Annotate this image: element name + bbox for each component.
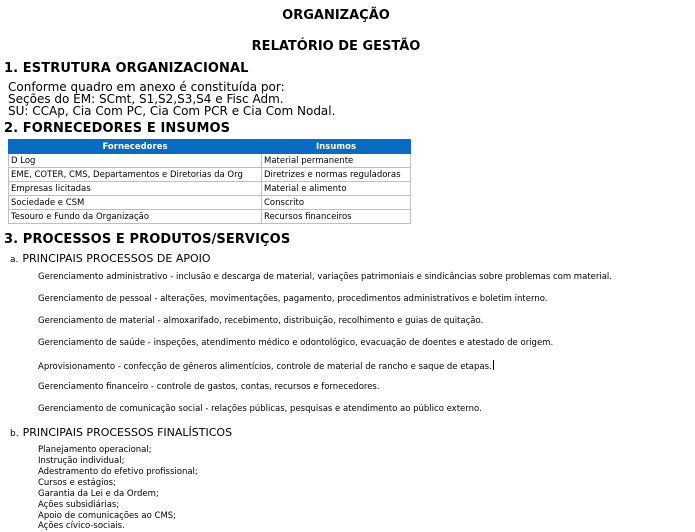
section1-heading: 1. ESTRUTURA ORGANIZACIONAL: [4, 61, 249, 76]
final-processes-title: PRINCIPAIS PROCESSOS FINALÍSTICOS: [22, 426, 233, 439]
organization-title: ORGANIZAÇÃO: [282, 8, 390, 23]
section3-heading: 3. PROCESSOS E PRODUTOS/SERVIÇOS: [4, 232, 291, 247]
support-processes-title: PRINCIPAIS PROCESSOS DE APOIO: [22, 252, 211, 265]
table-cell: Conscrito: [262, 196, 411, 210]
final-process-item: Planejamento operacional;: [38, 445, 152, 455]
list-marker: a.: [10, 255, 19, 265]
support-process-item: Gerenciamento administrativo - inclusão e descarga de material, variações patrimoniais e sindicâncias sobre problemas com material.: [38, 272, 612, 282]
support-process-item: Gerenciamento financeiro - controle de gastos, contas, recursos e fornecedores.: [38, 382, 380, 392]
table-cell: Recursos financeiros: [262, 210, 411, 224]
table-row: [9, 154, 411, 168]
final-process-item: Adestramento do efetivo profissional;: [38, 467, 198, 477]
section1-line: Conforme quadro em anexo é constituída por:: [8, 80, 285, 94]
support-processes-heading: [10, 252, 211, 265]
table-cell: Tesouro e Fundo da Organização: [9, 210, 262, 224]
final-process-item: Instrução individual;: [38, 456, 125, 466]
final-process-item: Garantia da Lei e da Ordem;: [38, 489, 159, 499]
table-cell: Sociedade e CSM: [9, 196, 262, 210]
table-cell: Empresas licitadas: [9, 182, 262, 196]
table-row: [9, 210, 411, 224]
table-cell: EME, COTER, CMS, Departamentos e Diretorias da Org: [9, 168, 262, 182]
table-cell: Diretrizes e normas reguladoras: [262, 168, 411, 182]
table-header-row: [9, 140, 411, 154]
list-marker: b.: [10, 429, 19, 439]
support-process-item: Gerenciamento de saúde - inspeções, atendimento médico e odontológico, evacuação de doentes e atestado de origem.: [38, 338, 554, 348]
final-processes-heading: [10, 426, 232, 439]
support-process-item: Aprovisionamento - confecção de gêneros alimentícios, controle de material de rancho e saque de etapas.: [38, 362, 492, 372]
text-cursor: [493, 360, 494, 370]
column-header-inputs: Insumos: [262, 140, 411, 154]
final-process-item: Ações cívico-sociais.: [38, 521, 125, 531]
final-process-item: Ações subsidiárias;: [38, 500, 120, 510]
final-process-item: Cursos e estágios;: [38, 478, 116, 488]
support-process-item: Gerenciamento de material - almoxarifado, recebimento, distribuição, recolhimento e guias de quitação.: [38, 316, 484, 326]
support-process-item-row: [38, 360, 494, 372]
table-row: [9, 168, 411, 182]
support-process-item: Gerenciamento de comunicação social - relações públicas, pesquisas e atendimento ao público externo.: [38, 404, 482, 414]
section2-heading: 2. FORNECEDORES E INSUMOS: [4, 121, 231, 136]
section1-line: Seções do EM: SCmt, S1,S2,S3,S4 e Fisc Adm.: [8, 92, 284, 106]
support-process-item: Gerenciamento de pessoal - alterações, movimentações, pagamento, procedimentos administrativos e boletim interno.: [38, 294, 548, 304]
table-cell: Material e alimento: [262, 182, 411, 196]
table-cell: D Log: [9, 154, 262, 168]
final-process-item: Apoio de comunicações ao CMS;: [38, 511, 177, 521]
table-cell: Material permanente: [262, 154, 411, 168]
report-title: RELATÓRIO DE GESTÃO: [251, 39, 421, 54]
section1-line: SU: CCAp, Cia Com PC, Cia Com PCR e Cia Com Nodal.: [8, 104, 336, 118]
table-row: [9, 196, 411, 210]
suppliers-inputs-table: [8, 139, 411, 224]
table-row: [9, 182, 411, 196]
column-header-suppliers: Fornecedores: [9, 140, 262, 154]
